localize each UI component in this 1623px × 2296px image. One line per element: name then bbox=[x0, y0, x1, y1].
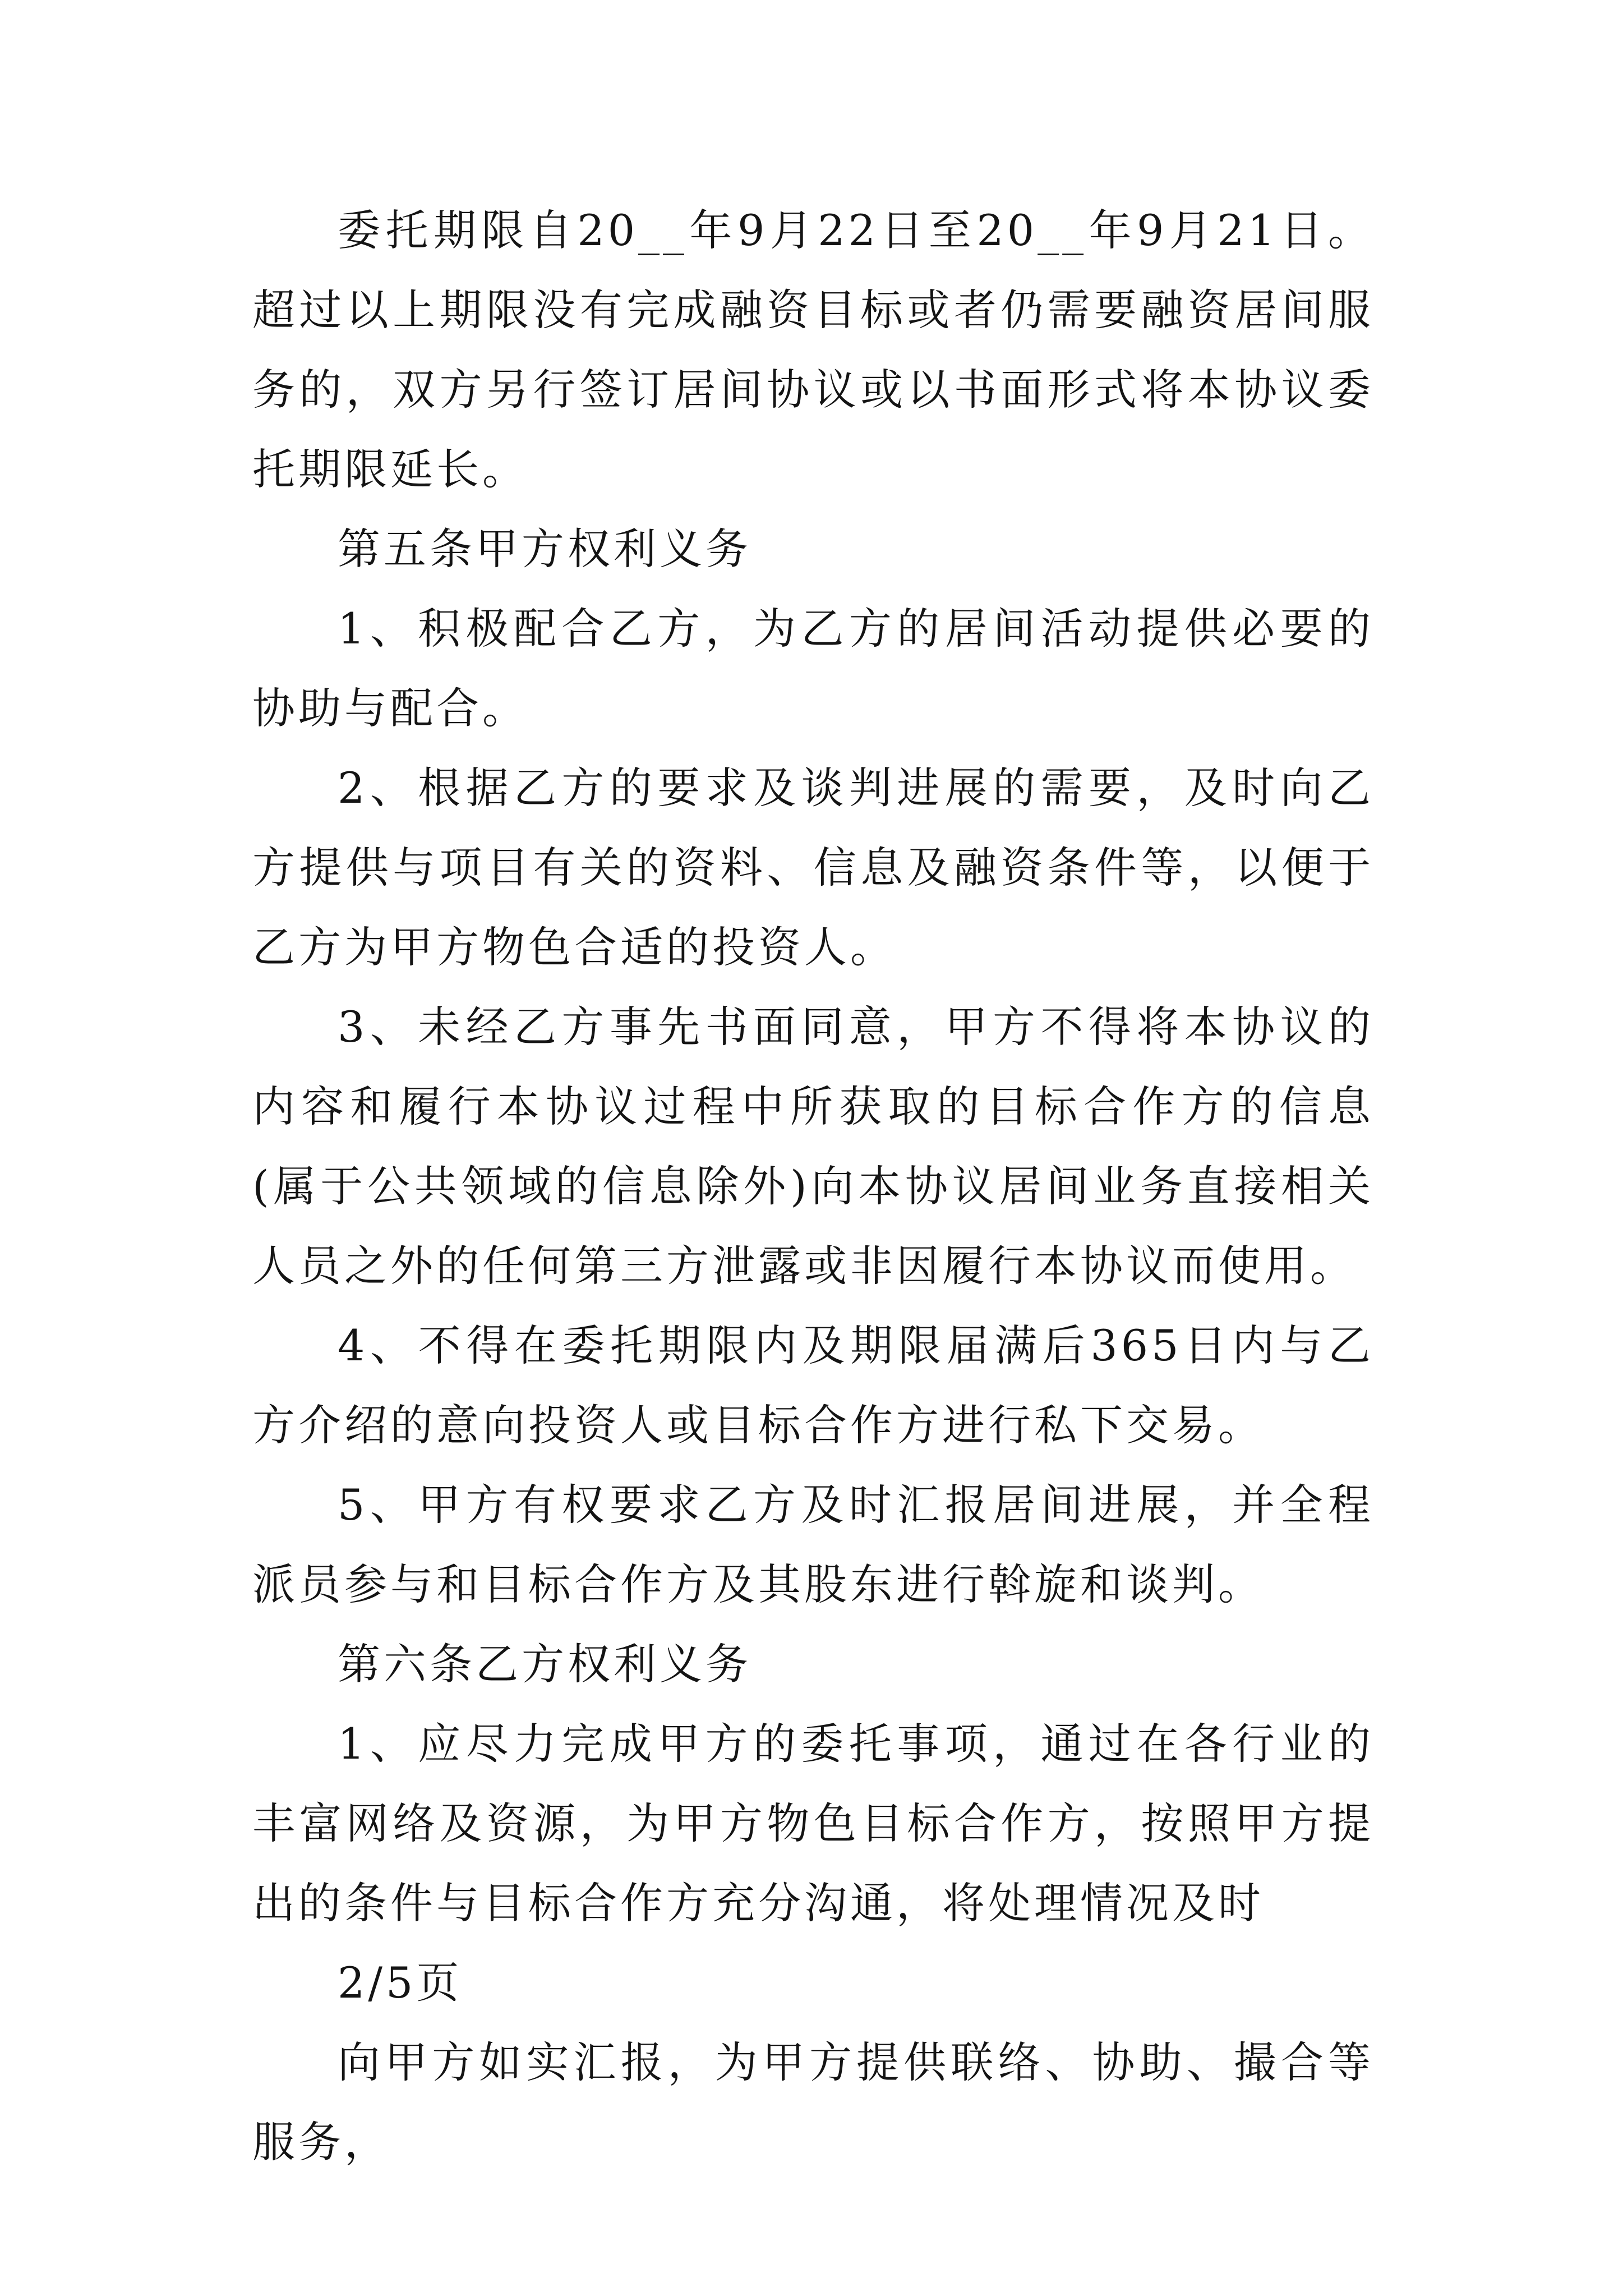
paragraph-article-5-item-3: 3、未经乙方事先书面同意，甲方不得将本协议的内容和履行本协议过程中所获取的目标合作方的信息(属于公共领域的信息除外)向本协议居间业务直接相关人员之外的任何第三方泄露或非因履行本协议而使用。 bbox=[252, 1002, 1374, 1291]
paragraph-article-5-item-5: 5、甲方有权要求乙方及时汇报居间进展，并全程派员参与和目标合作方及其股东进行斡旋和谈判。 bbox=[252, 1480, 1374, 1609]
page-number: 2/5页 bbox=[338, 1958, 463, 2008]
heading-article-6: 第六条乙方权利义务 bbox=[338, 1639, 751, 1689]
paragraph-term-period: 委托期限自20__年9月22日至20__年9月21日。超过以上期限没有完成融资目标或者仍需要融资居间服务的，双方另行签订居间协议或以书面形式将本协议委托期限延长。 bbox=[252, 205, 1374, 494]
heading-article-5: 第五条甲方权利义务 bbox=[338, 524, 751, 574]
paragraph-continuation: 向甲方如实汇报，为甲方提供联络、协助、撮合等服务， bbox=[252, 2037, 1374, 2167]
paragraph-article-6-item-1: 1、应尽力完成甲方的委托事项，通过在各行业的丰富网络及资源，为甲方物色目标合作方，按照甲方提出的条件与目标合作方充分沟通，将处理情况及时 bbox=[252, 1719, 1374, 1928]
paragraph-article-5-item-2: 2、根据乙方的要求及谈判进展的需要，及时向乙方提供与项目有关的资料、信息及融资条件等，以便于乙方为甲方物色合适的投资人。 bbox=[252, 763, 1374, 972]
document-body bbox=[252, 191, 1374, 2182]
paragraph-article-5-item-1: 1、积极配合乙方，为乙方的居间活动提供必要的协助与配合。 bbox=[252, 604, 1374, 733]
paragraph-article-5-item-4: 4、不得在委托期限内及期限届满后365日内与乙方介绍的意向投资人或目标合作方进行私下交易。 bbox=[252, 1320, 1374, 1450]
